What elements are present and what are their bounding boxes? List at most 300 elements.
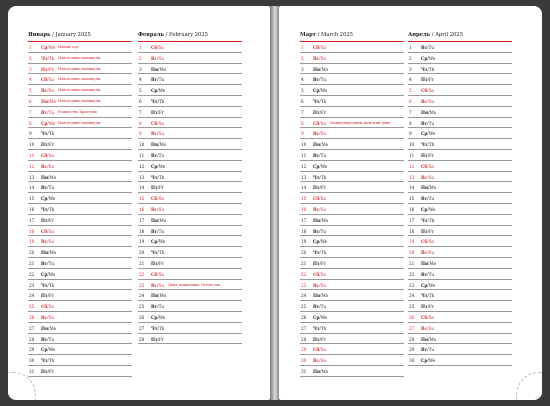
weekday-ru: Сб bbox=[41, 304, 48, 310]
weekday-en: Tu bbox=[428, 271, 435, 277]
weekday-label: Вт/Tu bbox=[151, 304, 165, 310]
weekday-ru: Пн bbox=[313, 368, 321, 374]
weekday-label: Чт/Th bbox=[421, 217, 435, 223]
weekday-ru: Сб bbox=[151, 271, 158, 277]
weekday-label: Вт/Tu bbox=[151, 77, 165, 83]
weekday-ru: Пн bbox=[421, 185, 429, 191]
weekday-ru: Сб bbox=[151, 45, 158, 50]
weekday-en: Th bbox=[158, 250, 165, 256]
day-row bbox=[408, 215, 512, 226]
weekday-en: Tu bbox=[48, 109, 55, 115]
month-subtitle: February 2025 bbox=[169, 32, 208, 38]
month-header: Январь / January 2025 bbox=[28, 30, 132, 42]
weekday-ru: Пт bbox=[313, 260, 320, 266]
weekday-label: Вт/Tu bbox=[41, 260, 55, 266]
day-number: 11 bbox=[301, 152, 307, 158]
weekday-ru: Чт bbox=[151, 98, 158, 104]
weekday-label: Чт/Th bbox=[41, 55, 55, 61]
day-number: 6 bbox=[29, 98, 32, 104]
weekday-label: Ср/We bbox=[41, 45, 56, 50]
day-row bbox=[408, 182, 512, 193]
weekday-label: Вс/Su bbox=[41, 88, 55, 94]
day-row bbox=[138, 290, 242, 301]
weekday-en: Mo bbox=[321, 142, 329, 148]
right-page bbox=[279, 6, 542, 400]
weekday-label: Пт/Fr bbox=[421, 152, 434, 158]
weekday-label: Вт/Tu bbox=[313, 304, 327, 310]
weekday-label: Ср/We bbox=[421, 358, 436, 364]
day-row bbox=[28, 247, 132, 258]
day-row bbox=[408, 107, 512, 118]
weekday-label: Пн/Mo bbox=[151, 142, 167, 148]
weekday-label: Сб/Sa bbox=[421, 239, 434, 245]
weekday-ru: Пн bbox=[421, 109, 429, 115]
day-number: 28 bbox=[409, 336, 415, 342]
weekday-ru: Вт bbox=[41, 109, 48, 115]
day-number: 22 bbox=[409, 271, 415, 277]
weekday-label: Сб/Sa bbox=[313, 271, 326, 277]
weekday-label: Ср/We bbox=[313, 239, 328, 245]
weekday-en: Su bbox=[428, 250, 435, 256]
day-number: 10 bbox=[139, 142, 145, 148]
weekday-en: Sa bbox=[158, 45, 164, 50]
day-row bbox=[408, 258, 512, 269]
weekday-en: Sa bbox=[48, 304, 54, 310]
weekday-label: Сб/Sa bbox=[151, 271, 164, 277]
weekday-ru: Ср bbox=[313, 239, 320, 245]
weekday-label: Вс/Su bbox=[41, 163, 55, 169]
day-row bbox=[300, 247, 404, 258]
weekday-ru: Пт bbox=[151, 336, 158, 342]
day-row bbox=[138, 161, 242, 172]
day-number: 29 bbox=[29, 347, 35, 353]
weekday-ru: Ср bbox=[41, 196, 48, 202]
weekday-ru: Пт bbox=[151, 260, 158, 266]
day-row bbox=[300, 74, 404, 85]
day-row bbox=[28, 323, 132, 334]
day-number: 19 bbox=[29, 239, 35, 245]
weekday-ru: Вт bbox=[313, 228, 320, 234]
weekday-en: Sa bbox=[48, 77, 54, 83]
day-row bbox=[138, 85, 242, 96]
day-row bbox=[300, 258, 404, 269]
month-column-march bbox=[300, 30, 404, 377]
weekday-ru: Ср bbox=[421, 282, 428, 288]
day-row bbox=[28, 64, 132, 75]
weekday-en: Tu bbox=[158, 152, 165, 158]
weekday-ru: Пт bbox=[421, 77, 428, 83]
holiday-note: Рождество Христово bbox=[58, 109, 98, 114]
day-number: 9 bbox=[139, 131, 142, 137]
weekday-label: Чт/Th bbox=[151, 98, 165, 104]
weekday-ru: Ср bbox=[41, 120, 48, 126]
day-number: 31 bbox=[29, 368, 35, 374]
day-row bbox=[138, 334, 242, 345]
weekday-label: Пн/Mo bbox=[41, 250, 57, 256]
weekday-label: Чт/Th bbox=[421, 66, 435, 72]
weekday-en: We bbox=[158, 314, 166, 320]
weekday-en: Su bbox=[158, 282, 165, 288]
day-number: 1 bbox=[301, 45, 304, 50]
day-number: 4 bbox=[139, 77, 142, 83]
day-row bbox=[138, 118, 242, 129]
weekday-label: Вт/Tu bbox=[313, 228, 327, 234]
weekday-en: Fr bbox=[158, 260, 164, 266]
day-number: 18 bbox=[139, 228, 145, 234]
weekday-en: Fr bbox=[428, 77, 434, 83]
day-list bbox=[138, 42, 242, 344]
day-row bbox=[408, 74, 512, 85]
weekday-label: Пт/Fr bbox=[313, 109, 326, 115]
day-row bbox=[408, 42, 512, 53]
weekday-ru: Ср bbox=[421, 206, 428, 212]
day-row bbox=[138, 193, 242, 204]
weekday-label: Сб/Sa bbox=[41, 152, 54, 158]
weekday-en: We bbox=[320, 88, 328, 94]
weekday-label: Сб/Sa bbox=[421, 88, 434, 94]
day-number: 8 bbox=[301, 120, 304, 126]
day-number: 8 bbox=[409, 120, 412, 126]
weekday-label: Вс/Su bbox=[313, 206, 327, 212]
weekday-ru: Чт bbox=[41, 206, 48, 212]
month-name: Апрель bbox=[408, 32, 431, 38]
weekday-en: Mo bbox=[429, 185, 437, 191]
weekday-en: Su bbox=[158, 131, 165, 137]
day-row bbox=[138, 74, 242, 85]
weekday-en: We bbox=[428, 358, 436, 364]
weekday-en: Sa bbox=[320, 120, 326, 126]
day-row bbox=[138, 215, 242, 226]
day-row bbox=[138, 226, 242, 237]
day-number: 13 bbox=[301, 174, 307, 180]
day-number: 19 bbox=[409, 239, 415, 245]
weekday-ru: Чт bbox=[313, 250, 320, 256]
weekday-en: Fr bbox=[320, 336, 326, 342]
day-number: 24 bbox=[409, 293, 415, 299]
day-row bbox=[28, 215, 132, 226]
day-number: 16 bbox=[301, 206, 307, 212]
day-number: 20 bbox=[29, 250, 35, 256]
day-row bbox=[138, 128, 242, 139]
day-row bbox=[408, 150, 512, 161]
weekday-label: Вс/Su bbox=[421, 174, 435, 180]
weekday-en: Mo bbox=[429, 109, 437, 115]
day-row bbox=[408, 172, 512, 183]
day-row bbox=[300, 107, 404, 118]
weekday-en: Su bbox=[428, 325, 435, 331]
weekday-ru: Пн bbox=[41, 174, 49, 180]
day-row bbox=[300, 172, 404, 183]
holiday-note: Новогодние каникулы bbox=[58, 55, 101, 60]
weekday-en: Th bbox=[158, 325, 165, 331]
day-number: 17 bbox=[139, 217, 145, 223]
weekday-ru: Вт bbox=[421, 45, 428, 50]
weekday-label: Пт/Fr bbox=[151, 336, 164, 342]
day-row bbox=[408, 139, 512, 150]
day-number: 4 bbox=[409, 77, 412, 83]
day-row bbox=[300, 269, 404, 280]
weekday-ru: Вс bbox=[41, 163, 48, 169]
weekday-label: Ср/We bbox=[421, 282, 436, 288]
day-row bbox=[408, 96, 512, 107]
day-number: 11 bbox=[139, 152, 145, 158]
day-row bbox=[28, 161, 132, 172]
weekday-label: Сб/Sa bbox=[421, 314, 434, 320]
day-number: 27 bbox=[139, 325, 145, 331]
weekday-label: Пт/Fr bbox=[41, 142, 54, 148]
weekday-ru: Сб bbox=[313, 196, 320, 202]
day-row bbox=[138, 301, 242, 312]
weekday-en: Sa bbox=[320, 347, 326, 353]
day-number: 26 bbox=[139, 314, 145, 320]
weekday-ru: Вт bbox=[421, 271, 428, 277]
day-row bbox=[138, 312, 242, 323]
day-row bbox=[28, 301, 132, 312]
day-row bbox=[300, 64, 404, 75]
day-row bbox=[138, 96, 242, 107]
day-row bbox=[28, 344, 132, 355]
weekday-en: Su bbox=[48, 314, 55, 320]
day-number: 22 bbox=[139, 271, 145, 277]
weekday-en: Sa bbox=[428, 314, 434, 320]
weekday-ru: Вт bbox=[151, 304, 158, 310]
weekday-ru: Пт bbox=[313, 185, 320, 191]
day-number: 15 bbox=[29, 196, 35, 202]
month-subtitle: March 2025 bbox=[321, 32, 353, 38]
day-row bbox=[138, 258, 242, 269]
day-number: 16 bbox=[409, 206, 415, 212]
day-row bbox=[300, 53, 404, 64]
weekday-label: Пн/Mo bbox=[313, 217, 329, 223]
day-number: 2 bbox=[139, 55, 142, 61]
weekday-en: Th bbox=[320, 250, 327, 256]
day-row bbox=[408, 323, 512, 334]
day-row bbox=[408, 334, 512, 345]
weekday-label: Ср/We bbox=[151, 88, 166, 94]
day-number: 4 bbox=[29, 77, 32, 83]
weekday-label: Пн/Mo bbox=[151, 217, 167, 223]
weekday-label: Ср/We bbox=[421, 131, 436, 137]
holiday-note: Новогодние каникулы bbox=[58, 88, 101, 93]
weekday-label: Вт/Tu bbox=[421, 196, 435, 202]
day-row bbox=[300, 366, 404, 377]
day-number: 25 bbox=[409, 304, 415, 310]
holiday-note: День защитника Отечества bbox=[168, 282, 221, 287]
weekday-en: Sa bbox=[428, 239, 434, 245]
weekday-en: Su bbox=[158, 206, 165, 212]
weekday-ru: Вс bbox=[313, 55, 320, 61]
weekday-en: Tu bbox=[320, 152, 327, 158]
weekday-ru: Вт bbox=[41, 185, 48, 191]
day-number: 10 bbox=[29, 142, 35, 148]
weekday-en: Th bbox=[48, 206, 55, 212]
day-row bbox=[28, 128, 132, 139]
weekday-label: Сб/Sa bbox=[313, 196, 326, 202]
day-row bbox=[408, 193, 512, 204]
day-row bbox=[28, 107, 132, 118]
day-number: 16 bbox=[29, 206, 35, 212]
weekday-label: Чт/Th bbox=[41, 358, 55, 364]
weekday-label: Чт/Th bbox=[151, 250, 165, 256]
weekday-ru: Чт bbox=[41, 131, 48, 137]
weekday-ru: Чт bbox=[421, 293, 428, 299]
weekday-en: Fr bbox=[48, 142, 54, 148]
weekday-label: Вс/Su bbox=[313, 55, 327, 61]
day-row bbox=[138, 107, 242, 118]
weekday-en: Mo bbox=[159, 293, 167, 299]
weekday-ru: Вс bbox=[151, 206, 158, 212]
day-number: 9 bbox=[301, 131, 304, 137]
weekday-label: Пн/Mo bbox=[151, 293, 167, 299]
weekday-label: Пт/Fr bbox=[151, 185, 164, 191]
weekday-label: Пн/Mo bbox=[41, 174, 57, 180]
month-subtitle: April 2025 bbox=[435, 32, 463, 38]
weekday-en: We bbox=[48, 347, 56, 353]
day-number: 15 bbox=[301, 196, 307, 202]
weekday-label: Вс/Su bbox=[151, 131, 165, 137]
day-row bbox=[138, 280, 242, 291]
weekday-ru: Вт bbox=[313, 77, 320, 83]
weekday-en: Mo bbox=[49, 98, 57, 104]
weekday-en: Fr bbox=[158, 336, 164, 342]
weekday-en: Fr bbox=[428, 304, 434, 310]
day-row bbox=[28, 290, 132, 301]
weekday-ru: Сб bbox=[41, 152, 48, 158]
day-number: 26 bbox=[29, 314, 35, 320]
day-row bbox=[28, 204, 132, 215]
day-list bbox=[28, 42, 132, 377]
day-number: 24 bbox=[139, 293, 145, 299]
weekday-ru: Пн bbox=[313, 142, 321, 148]
day-number: 24 bbox=[301, 293, 307, 299]
weekday-en: Mo bbox=[321, 368, 329, 374]
day-number: 9 bbox=[409, 131, 412, 137]
day-list bbox=[408, 42, 512, 366]
weekday-ru: Чт bbox=[313, 325, 320, 331]
weekday-ru: Сб bbox=[313, 347, 320, 353]
weekday-ru: Вс bbox=[151, 55, 158, 61]
weekday-ru: Пн bbox=[151, 217, 159, 223]
weekday-en: Tu bbox=[320, 304, 327, 310]
day-number: 11 bbox=[29, 152, 35, 158]
day-number: 28 bbox=[29, 336, 35, 342]
day-number: 14 bbox=[139, 185, 145, 191]
day-number: 1 bbox=[29, 45, 32, 50]
day-number: 13 bbox=[139, 174, 145, 180]
weekday-ru: Чт bbox=[151, 174, 158, 180]
day-number: 31 bbox=[301, 368, 307, 374]
day-number: 8 bbox=[139, 120, 142, 126]
weekday-en: We bbox=[158, 163, 166, 169]
weekday-en: Tu bbox=[48, 185, 55, 191]
day-number: 12 bbox=[29, 163, 35, 169]
weekday-label: Пт/Fr bbox=[41, 293, 54, 299]
weekday-en: Th bbox=[158, 98, 165, 104]
weekday-en: Tu bbox=[48, 336, 55, 342]
weekday-en: We bbox=[158, 239, 166, 245]
weekday-ru: Пт bbox=[313, 109, 320, 115]
weekday-en: Th bbox=[428, 66, 435, 72]
weekday-label: Пн/Mo bbox=[421, 109, 437, 115]
day-row bbox=[28, 118, 132, 129]
weekday-en: Mo bbox=[321, 293, 329, 299]
weekday-en: Sa bbox=[428, 163, 434, 169]
weekday-en: Fr bbox=[320, 260, 326, 266]
holiday-note: Международный женский день bbox=[330, 120, 391, 125]
weekday-en: Tu bbox=[428, 196, 435, 202]
weekday-en: Fr bbox=[48, 66, 54, 72]
weekday-ru: Чт bbox=[421, 142, 428, 148]
weekday-label: Пт/Fr bbox=[41, 217, 54, 223]
weekday-en: We bbox=[428, 55, 436, 61]
day-number: 22 bbox=[301, 271, 307, 277]
weekday-label: Пт/Fr bbox=[421, 304, 434, 310]
day-row bbox=[408, 290, 512, 301]
weekday-ru: Пт bbox=[41, 66, 48, 72]
day-row bbox=[300, 42, 404, 53]
weekday-en: Mo bbox=[321, 66, 329, 72]
day-row bbox=[408, 226, 512, 237]
weekday-label: Ср/We bbox=[421, 206, 436, 212]
weekday-en: Th bbox=[320, 325, 327, 331]
weekday-en: We bbox=[48, 45, 56, 50]
day-number: 10 bbox=[301, 142, 307, 148]
weekday-en: Su bbox=[320, 131, 327, 137]
weekday-ru: Ср bbox=[421, 358, 428, 364]
weekday-ru: Вс bbox=[151, 282, 158, 288]
weekday-ru: Сб bbox=[421, 88, 428, 94]
day-number: 14 bbox=[29, 185, 35, 191]
day-number: 4 bbox=[301, 77, 304, 83]
weekday-ru: Вс bbox=[151, 131, 158, 137]
weekday-ru: Чт bbox=[421, 217, 428, 223]
weekday-en: Fr bbox=[428, 228, 434, 234]
weekday-en: We bbox=[320, 314, 328, 320]
day-row bbox=[28, 139, 132, 150]
day-row bbox=[28, 355, 132, 366]
weekday-ru: Пн bbox=[313, 217, 321, 223]
day-row bbox=[28, 96, 132, 107]
day-number: 23 bbox=[409, 282, 415, 288]
weekday-en: Su bbox=[48, 163, 55, 169]
day-row bbox=[28, 182, 132, 193]
weekday-en: Mo bbox=[49, 174, 57, 180]
day-row bbox=[300, 150, 404, 161]
day-row bbox=[408, 247, 512, 258]
day-number: 16 bbox=[139, 206, 145, 212]
weekday-label: Вт/Tu bbox=[41, 109, 55, 115]
day-row bbox=[28, 258, 132, 269]
weekday-en: Th bbox=[158, 174, 165, 180]
day-row bbox=[408, 128, 512, 139]
month-name: Февраль bbox=[138, 32, 164, 38]
weekday-label: Ср/We bbox=[151, 239, 166, 245]
weekday-ru: Ср bbox=[41, 347, 48, 353]
month-header: Март / March 2025 bbox=[300, 30, 404, 42]
weekday-ru: Вт bbox=[41, 260, 48, 266]
weekday-en: Sa bbox=[320, 45, 326, 50]
left-page bbox=[8, 6, 270, 400]
day-number: 26 bbox=[301, 314, 307, 320]
weekday-ru: Чт bbox=[41, 358, 48, 364]
weekday-en: Th bbox=[48, 131, 55, 137]
weekday-label: Вт/Tu bbox=[421, 271, 435, 277]
weekday-en: Th bbox=[428, 293, 435, 299]
day-row bbox=[28, 74, 132, 85]
holiday-note: Новогодние каникулы bbox=[58, 98, 101, 103]
weekday-ru: Пн bbox=[421, 260, 429, 266]
day-number: 2 bbox=[409, 55, 412, 61]
